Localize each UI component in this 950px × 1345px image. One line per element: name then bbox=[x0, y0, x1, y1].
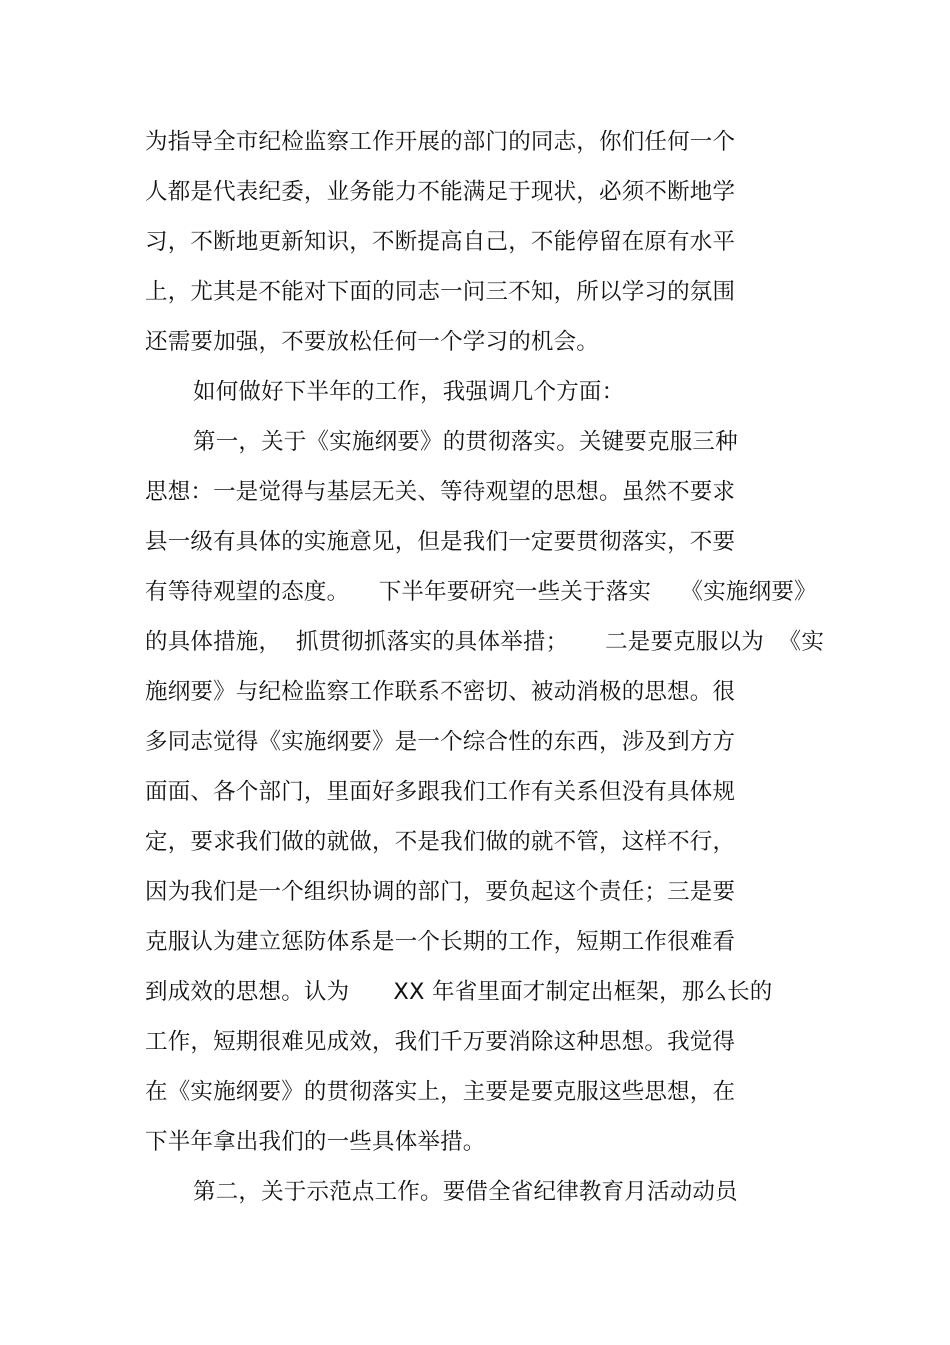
text-line: 因为我们是一个组织协调的部门，要负起这个责任；三是要 bbox=[145, 879, 736, 905]
text-line: 定，要求我们做的就做，不是我们做的就不管，这样不行， bbox=[145, 829, 736, 855]
paragraph-first-line: 如何做好下半年的工作，我强调几个方面： bbox=[193, 379, 625, 405]
text-line: 思想：一是觉得与基层无关、等待观望的思想。虽然不要求 bbox=[145, 479, 736, 505]
text-line: 人都是代表纪委，业务能力不能满足于现状，必须不断地学 bbox=[145, 179, 736, 205]
text-line: 在《实施纲要》的贯彻落实上，主要是要克服这些思想，在 bbox=[145, 1079, 736, 1105]
text-line: 工作，短期很难见成效，我们千万要消除这种思想。我觉得 bbox=[145, 1029, 736, 1055]
text-line: 上，尤其是不能对下面的同志一问三不知，所以学习的氛围 bbox=[145, 279, 736, 305]
text-line: 为指导全市纪检监察工作开展的部门的同志，你们任何一个 bbox=[145, 129, 736, 155]
text-line: 面面、各个部门，里面好多跟我们工作有关系但没有具体规 bbox=[145, 779, 736, 805]
text-line: 县一级有具体的实施意见，但是我们一定要贯彻落实，不要 bbox=[145, 529, 736, 555]
paragraph-first-line: 第一，关于《实施纲要》的贯彻落实。关键要克服三种 bbox=[193, 429, 738, 455]
text-line: 多同志觉得《实施纲要》是一个综合性的东西，涉及到方方 bbox=[145, 729, 736, 755]
text-line: 下半年拿出我们的一些具体举措。 bbox=[145, 1129, 486, 1155]
text-line: 的具体措施， 抓贯彻抓落实的具体举措； 二是要克服以为 《实 bbox=[145, 629, 825, 655]
text-line: 到成效的思想。认为 XX 年省里面才制定出框架，那么长的 bbox=[145, 979, 773, 1005]
text-line: 还需要加强，不要放松任何一个学习的机会。 bbox=[145, 329, 600, 355]
text-line: 习，不断地更新知识，不断提高自己，不能停留在原有水平 bbox=[145, 229, 736, 255]
text-line: 施纲要》与纪检监察工作联系不密切、被动消极的思想。很 bbox=[145, 679, 736, 705]
text-line: 有等待观望的态度。 下半年要研究一些关于落实 《实施纲要》 bbox=[145, 579, 817, 605]
text-line: 克服认为建立惩防体系是一个长期的工作，短期工作很难看 bbox=[145, 929, 736, 955]
paragraph-first-line: 第二，关于示范点工作。要借全省纪律教育月活动动员 bbox=[193, 1179, 738, 1205]
